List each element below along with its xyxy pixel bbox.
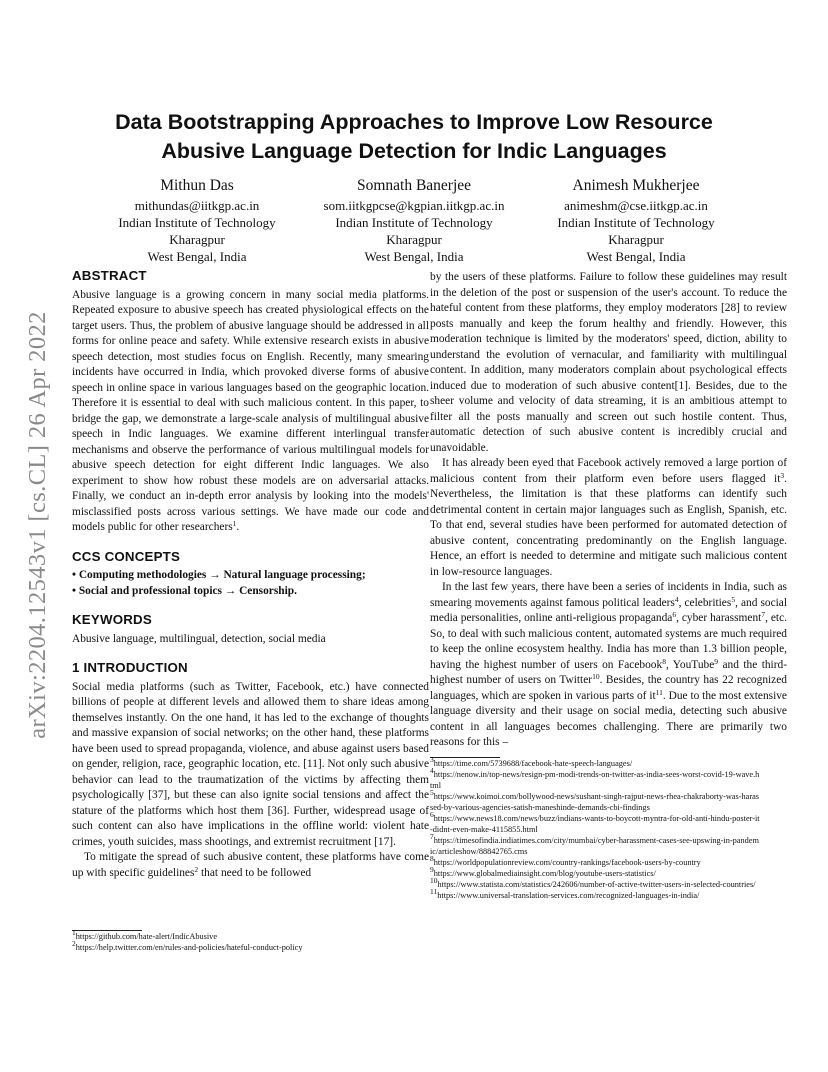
footnote-url: https://nenow.in/top-news/resign-pm-modi-trends-on-twitter-as-india-sees-worst-covid-19-wave.html bbox=[430, 770, 760, 790]
footnote bbox=[430, 766, 760, 791]
footnote-mark: 4 bbox=[674, 594, 679, 604]
footnote bbox=[430, 854, 760, 868]
footnote-url: https://time.com/5739688/facebook-hate-speech-languages/ bbox=[433, 759, 633, 768]
author-affiliation: Indian Institute of Technology bbox=[118, 215, 276, 230]
footnote-number: 9 bbox=[430, 865, 434, 874]
intro-paragraph-2 bbox=[72, 850, 429, 881]
introduction-heading: 1 INTRODUCTION bbox=[72, 660, 188, 675]
footnote bbox=[430, 887, 760, 901]
p-text: In the last few years, there have been a series of incidents in India, such as smearing movements against famous political leaders bbox=[430, 581, 787, 609]
p-text: and the third-highest number of users on Twitter bbox=[430, 658, 788, 686]
author-name: Animesh Mukherjee bbox=[572, 177, 700, 194]
keywords-text: Abusive language, multilingual, detection, social media bbox=[72, 632, 326, 645]
footnote-mark: 10 bbox=[592, 672, 600, 681]
author-block-3 bbox=[521, 176, 751, 265]
author-affiliation: Indian Institute of Technology bbox=[335, 215, 493, 230]
p-text: , YouTube bbox=[665, 658, 715, 671]
p-text: . Due to the most extensive language diversity and their usage on social media, detecting such abusive content in all languages becomes challenging. There are primarily two reasons for this – bbox=[430, 689, 787, 748]
ccs-heading: CCS CONCEPTS bbox=[72, 548, 181, 564]
author-region: West Bengal, India bbox=[586, 249, 686, 264]
footnote-mark: 5 bbox=[731, 594, 736, 604]
footnote-number: 10 bbox=[430, 876, 438, 885]
author-city: Kharagpur bbox=[169, 232, 225, 247]
footnote bbox=[430, 832, 760, 857]
author-name: Mithun Das bbox=[160, 177, 234, 194]
footnote-url: https://github.com/hate-alert/IndicAbusive bbox=[75, 932, 217, 941]
footnote-mark: 6 bbox=[672, 610, 677, 619]
footnote-number: 11 bbox=[430, 887, 438, 896]
author-city: Kharagpur bbox=[608, 232, 664, 247]
author-affiliation: Indian Institute of Technology bbox=[557, 215, 715, 230]
arxiv-identifier-sidebar bbox=[14, 285, 62, 765]
intro-paragraph-3 bbox=[430, 456, 787, 580]
footnote-url: https://help.twitter.com/en/rules-and-policies/hateful-conduct-policy bbox=[75, 943, 303, 952]
author-block-2 bbox=[299, 176, 529, 265]
p-text: . Nevertheless, the limitation is that these platforms can identify such detrimental content in certain major languages such as English, Spanish, etc. To that end, several studies have been performed for automated detection of abusive content, concentrating predominantly on the English language. Hence, an effort is needed to determine and mitigate such malicious content in low-resource languages. bbox=[430, 472, 787, 578]
footnote-mark: 2 bbox=[194, 864, 199, 874]
footnote-number: 8 bbox=[430, 854, 434, 863]
footnote-mark: 8 bbox=[662, 656, 666, 666]
footnote bbox=[430, 876, 760, 890]
author-name: Somnath Banerjee bbox=[356, 177, 472, 194]
right-column bbox=[430, 270, 787, 751]
keywords-heading: KEYWORDS bbox=[72, 612, 152, 627]
footnote bbox=[72, 939, 429, 953]
author-block-1 bbox=[82, 176, 312, 265]
footnote-number: 1 bbox=[72, 928, 76, 937]
author-email: animeshm@cse.iitkgp.ac.in bbox=[564, 198, 708, 213]
left-footnotes bbox=[72, 930, 429, 953]
intro-paragraph-continued: by the users of these platforms. Failure to follow these guidelines may result in the deletion of the post or suspension of the user's account. To reduce the hateful content from these platforms, they employ moderators [28] to review posts manually and keep the forum healthy and friendly. However, this moderation technique is limited by the moderators' speed, diction, ability to understand the evolution of vernacular, and familiarity with multilingual content. In addition, many moderators complain about psychological effects induced due to moderation of such abusive content[1]. Besides, due to the sheer volume and velocity of data streaming, it is an ambitious attempt to filter all the posts manually and screen out such hostile content. Thus, automatic detection of such abusive content is incredibly crucial and unavoidable. bbox=[430, 271, 787, 454]
arxiv-identifier: arXiv:2204.12543v1 [cs.CL] 26 Apr 2022 bbox=[24, 311, 51, 739]
footnote bbox=[72, 928, 429, 942]
footnote-number: 6 bbox=[430, 810, 434, 819]
p-text: , celebrities bbox=[678, 596, 732, 609]
ccs-concept-1: • Computing methodologies → Natural language processing; bbox=[72, 569, 366, 581]
p-text: , cyber harassment bbox=[676, 612, 762, 624]
intro-paragraph-4 bbox=[430, 580, 787, 751]
footnote-mark: 3 bbox=[780, 470, 785, 480]
author-email: som.iitkgpcse@kgpian.iitkgp.ac.in bbox=[323, 198, 505, 213]
footnote bbox=[430, 788, 760, 813]
abstract-end: . bbox=[236, 521, 240, 533]
footnote-url: https://timesofindia.indiatimes.com/city/mumbai/cyber-harassment-cases-see-upswing-in-pandemic/articleshow/88842765.cms bbox=[430, 836, 759, 856]
footnote-url: https://www.koimoi.com/bollywood-news/sushant-singh-rajput-news-rhea-chakraborty-was-harassed-by-various-agencies-satish-maneshinde-demands-cbi-findings bbox=[430, 792, 760, 812]
footnote-url: https://www.universal-translation-services.com/recognized-languages-in-india/ bbox=[437, 891, 700, 900]
p-text: , and social media personalities, online anti-religious propaganda bbox=[430, 596, 788, 624]
p-text: It has already been eyed that Facebook actively removed a large portion of malicious content from their platform even before users flagged it bbox=[430, 457, 787, 485]
footnote-url: https://www.news18.com/news/buzz/indians-wants-to-boycott-myntra-for-old-anti-hindu-poster-it-didnt-even-make-4115855.html bbox=[430, 814, 760, 834]
abstract-text bbox=[72, 288, 429, 536]
footnote bbox=[430, 755, 760, 769]
left-column bbox=[72, 268, 429, 881]
intro-paragraph-1: Social media platforms (such as Twitter, Facebook, etc.) have connected billions of people at different levels and allowed them to share ideas among themselves instantly. On the one hand, it has led to the exchange of thoughts and massive expansion of social networks; on the other hand, these platforms have been used to spread propaganda, violence, and abuse against users based on gender, religion, race, geographic location, etc. [11]. Not only such abusive behavior can lead to the traumatization of the victims by affecting them psychologically [37], but these can also ignite social tensions and affect the stature of the platforms which host them [36]. Further, widespread usage of such content can also have implications in the offline world: violent hate crimes, youth suicides, mass shootings, and extremist recruitment [17]. bbox=[72, 680, 429, 848]
intro-p2-text: To mitigate the spread of such abusive content, these platforms have come up with specific guidelines bbox=[72, 851, 429, 879]
footnote-number: 2 bbox=[72, 939, 76, 948]
paper-title: Data Bootstrapping Approaches to Improve Low Resource Abusive Language Detection for Indic Languages bbox=[115, 110, 713, 163]
intro-p2-text-end: that need to be followed bbox=[198, 866, 312, 879]
footnote-number: 4 bbox=[430, 766, 434, 775]
ccs-concept-2: • Social and professional topics → Censorship. bbox=[72, 584, 297, 597]
footnote-url: https://worldpopulationreview.com/country-rankings/facebook-users-by-country bbox=[433, 858, 701, 867]
footnote bbox=[430, 865, 760, 879]
footnote bbox=[430, 810, 760, 835]
author-region: West Bengal, India bbox=[147, 249, 247, 264]
footnote-url: https://www.globalmediainsight.com/blog/youtube-users-statistics/ bbox=[433, 869, 656, 878]
footnote-mark: 9 bbox=[714, 656, 719, 666]
author-region: West Bengal, India bbox=[364, 249, 464, 264]
footnote-number: 7 bbox=[430, 832, 434, 841]
abstract-heading: ABSTRACT bbox=[72, 268, 147, 283]
right-footnotes bbox=[430, 757, 760, 901]
footnote-mark: 1 bbox=[232, 519, 237, 528]
abstract-body: Abusive language is a growing concern in many social media platforms. Repeated exposure to abusive speech has created physiological effects on the target users. Thus, the problem of abusive language should be addressed in all forms for online peace and safety. While extensive research exists in abusive speech detection, most studies focus on English. Recently, many smearing incidents have occurred in India, which provoked diverse forms of abusive speech in online space in various languages based on the geographic location. Therefore it is essential to deal with such malicious content. In this paper, to bridge the gap, we demonstrate a large-scale analysis of multilingual abusive speech in Indic languages. We examine different interlingual transfer mechanisms and observe the performance of various multilingual models for abusive speech detection for eight different Indic languages. We also experiment to show how robust these models are on adversarial attacks. Finally, we conduct an in-depth error analysis by looking into the models' misclassified posts across various settings. We have made our code and models public for other researchers bbox=[72, 288, 429, 533]
footnote-mark: 11 bbox=[655, 687, 663, 697]
footnote-number: 3 bbox=[430, 755, 434, 764]
footnote-url: https://www.statista.com/statistics/242606/number-of-active-twitter-users-in-selected-countries/ bbox=[437, 880, 756, 889]
author-email: mithundas@iitkgp.ac.in bbox=[134, 198, 260, 213]
footnote-number: 5 bbox=[430, 788, 434, 797]
author-city: Kharagpur bbox=[386, 232, 442, 247]
p-text: , etc. So, to deal with such malicious content, automated systems are much required to keep the online ecosystem healthy. India has more than 1.3 billion people, having the highest number of users on Facebook bbox=[430, 612, 787, 671]
p-text: . Besides, the country has 22 recognized languages, which are spoken in various parts of it bbox=[430, 674, 787, 702]
footnote-mark: 7 bbox=[761, 610, 766, 619]
